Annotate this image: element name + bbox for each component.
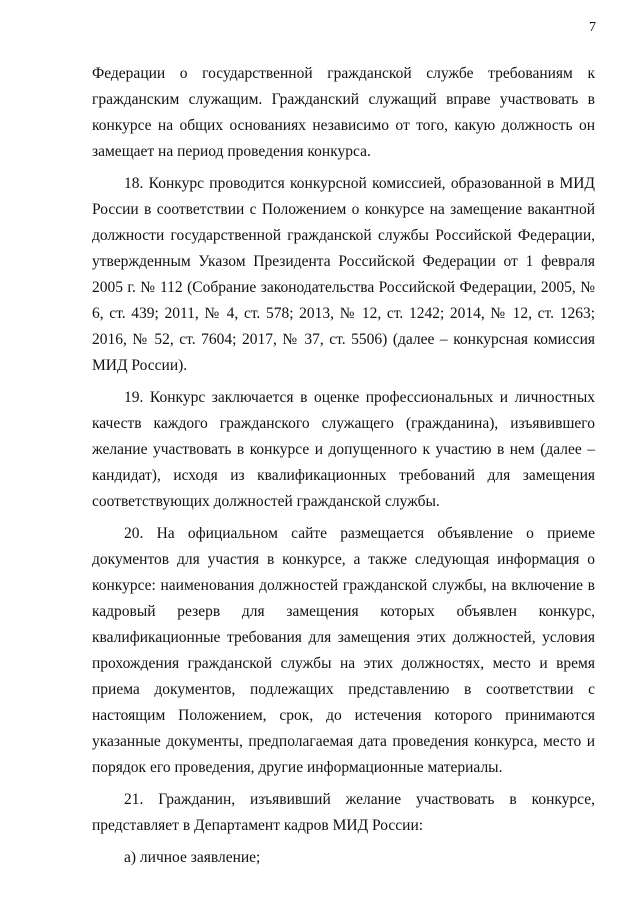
document-body (92, 61, 595, 871)
paragraph-19: 19. Конкурс заключается в оценке профессиональных и личностных качеств каждого гражданского служащего (гражданина), изъявившего желание участвовать в конкурсе и допущенного к участию в нем (далее – кандидат), исходя из квалификационных требований для замещения соответствующих должностей гражданской службы. (92, 389, 595, 510)
paragraph-21: 21. Гражданин, изъявивший желание участвовать в конкурсе, представляет в Департамент кадров МИД России: (92, 791, 595, 834)
paragraph-18: 18. Конкурс проводится конкурсной комиссией, образованной в МИД России в соответствии с Положением о конкурсе на замещение вакантной должности государственной гражданской службы Российской Федерации, утвержденным Указом Президента Российской Федерации от 1 февраля 2005 г. № 112 (Собрание законодательства Российской Федерации, 2005, № 6, ст. 439; 2011, № 4, ст. 578; 2013, № 12, ст. 1242; 2014, № 12, ст. 1263; 2016, № 52, ст. 7604; 2017, № 37, ст. 5506) (далее – конкурсная комиссия МИД России). (92, 175, 595, 374)
paragraph-20: 20. На официальном сайте размещается объявление о приеме документов для участия в конкурсе, а также следующая информация о конкурсе: наименования должностей гражданской службы, на включение в кадровый резерв для замещения которых объявлен конкурс, квалификационные требования для замещения этих должностей, условия прохождения гражданской службы на этих должностях, место и время приема документов, подлежащих представлению в соответствии с настоящим Положением, срок, до истечения которого принимаются указанные документы, предполагаемая дата проведения конкурса, место и порядок его проведения, другие информационные материалы. (92, 525, 595, 776)
list-item-a: а) личное заявление; (124, 849, 261, 866)
page-number: 7 (589, 20, 596, 35)
paragraph-continuation: Федерации о государственной гражданской службе требованиям к гражданским служащим. Гражданский служащий вправе участвовать в конкурсе на общих основаниях независимо от того, какую должность он замещает на период проведения конкурса. (92, 65, 595, 160)
